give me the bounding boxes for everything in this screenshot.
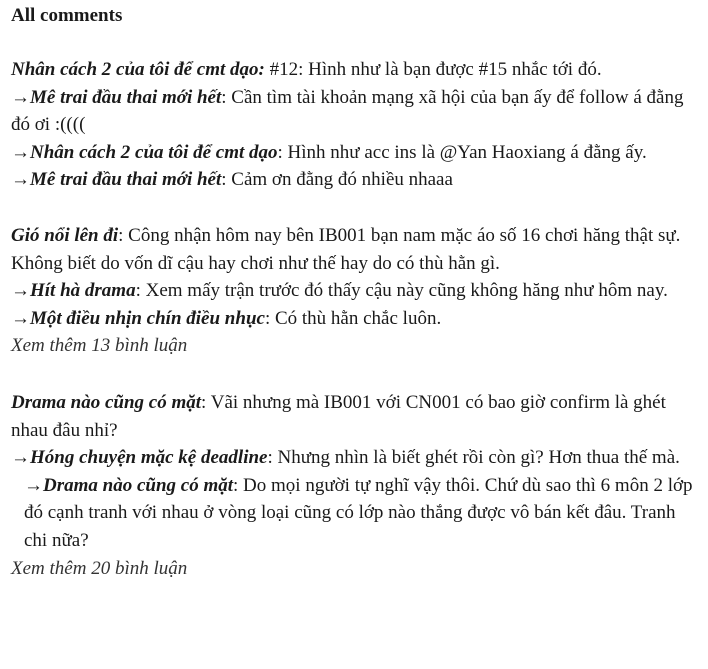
comment-text: : Công nhận hôm nay bên IB001 bạn nam mặc áo số 16 chơi hăng thật sự. Không biết do vốn dĩ cậu hay chơi như thế hay do có thù hằn gì. (11, 224, 681, 274)
comment-text: : Vãi nhưng mà IB001 với CN001 có bao giờ confirm là ghét nhau đâu nhỉ? (11, 391, 666, 441)
nested-reply-comment (11, 472, 696, 555)
comment-text: : Cần tìm tài khoản mạng xã hội của bạn ấy để follow á đằng đó ơi :(((( (11, 86, 684, 136)
comment-text: #12: Hình như là bạn được #15 nhắc tới đó. (264, 59, 602, 80)
comment (11, 56, 696, 84)
comment-text: : Cảm ơn đằng đó nhiều nhaaa (221, 169, 453, 191)
reply-comment (11, 166, 696, 194)
reply-arrow: → (11, 280, 30, 302)
reply-comment (11, 444, 696, 472)
comment-thread-1 (11, 56, 696, 194)
comment-author[interactable]: Nhân cách 2 của tôi để cmt dạo (30, 141, 278, 163)
comment-author[interactable]: Hóng chuyện mặc kệ deadline (30, 447, 268, 469)
reply-comment (11, 84, 696, 139)
reply-arrow: → (11, 169, 30, 191)
comment-text: : Do mọi người tự nghĩ vậy thôi. Chứ dù sao thì 6 môn 2 lớp đó cạnh tranh với nhau ở vòng loại cũng có lớp nào thắng được vô bán kết đâu. Tranh chi nữa? (24, 474, 693, 551)
reply-arrow: → (11, 447, 30, 469)
comment-author[interactable]: Mê trai đầu thai mới hết (30, 169, 222, 191)
comment-author[interactable]: Drama nào cũng có mặt (11, 391, 202, 413)
reply-comment (11, 277, 696, 305)
comment-thread-3 (11, 389, 696, 582)
comment-text: : Nhưng nhìn là biết ghét rồi còn gì? Hơn thua thế mà. (267, 447, 680, 469)
see-more-link[interactable]: Xem thêm 13 bình luận (11, 335, 188, 357)
comment-thread-2 (11, 222, 696, 360)
comment-author[interactable]: Một điều nhịn chín điều nhục (30, 307, 265, 329)
reply-arrow: → (24, 474, 43, 496)
reply-comment (11, 139, 696, 167)
see-more-link[interactable]: Xem thêm 20 bình luận (11, 557, 188, 579)
comment (11, 222, 696, 277)
comment-text: : Có thù hằn chắc luôn. (264, 307, 442, 329)
comment-author[interactable]: Drama nào cũng có mặt (43, 474, 234, 496)
comment (11, 389, 696, 444)
comment-author[interactable]: Hít hà drama (30, 280, 136, 302)
reply-arrow: → (11, 141, 30, 163)
comment-text: : Xem mấy trận trước đó thấy cậu này cũng không hăng như hôm nay. (135, 280, 668, 302)
comment-text: : Hình như acc ins là @Yan Haoxiang á đằng ấy. (277, 141, 647, 163)
comment-author[interactable]: Gió nổi lên đi (11, 224, 119, 246)
reply-arrow: → (11, 307, 30, 329)
page-title: All comments (11, 5, 123, 26)
comment-author[interactable]: Nhân cách 2 của tôi để cmt dạo: (11, 59, 265, 80)
reply-comment (11, 305, 696, 333)
comment-author[interactable]: Mê trai đầu thai mới hết (30, 86, 222, 108)
reply-arrow: → (11, 86, 30, 108)
